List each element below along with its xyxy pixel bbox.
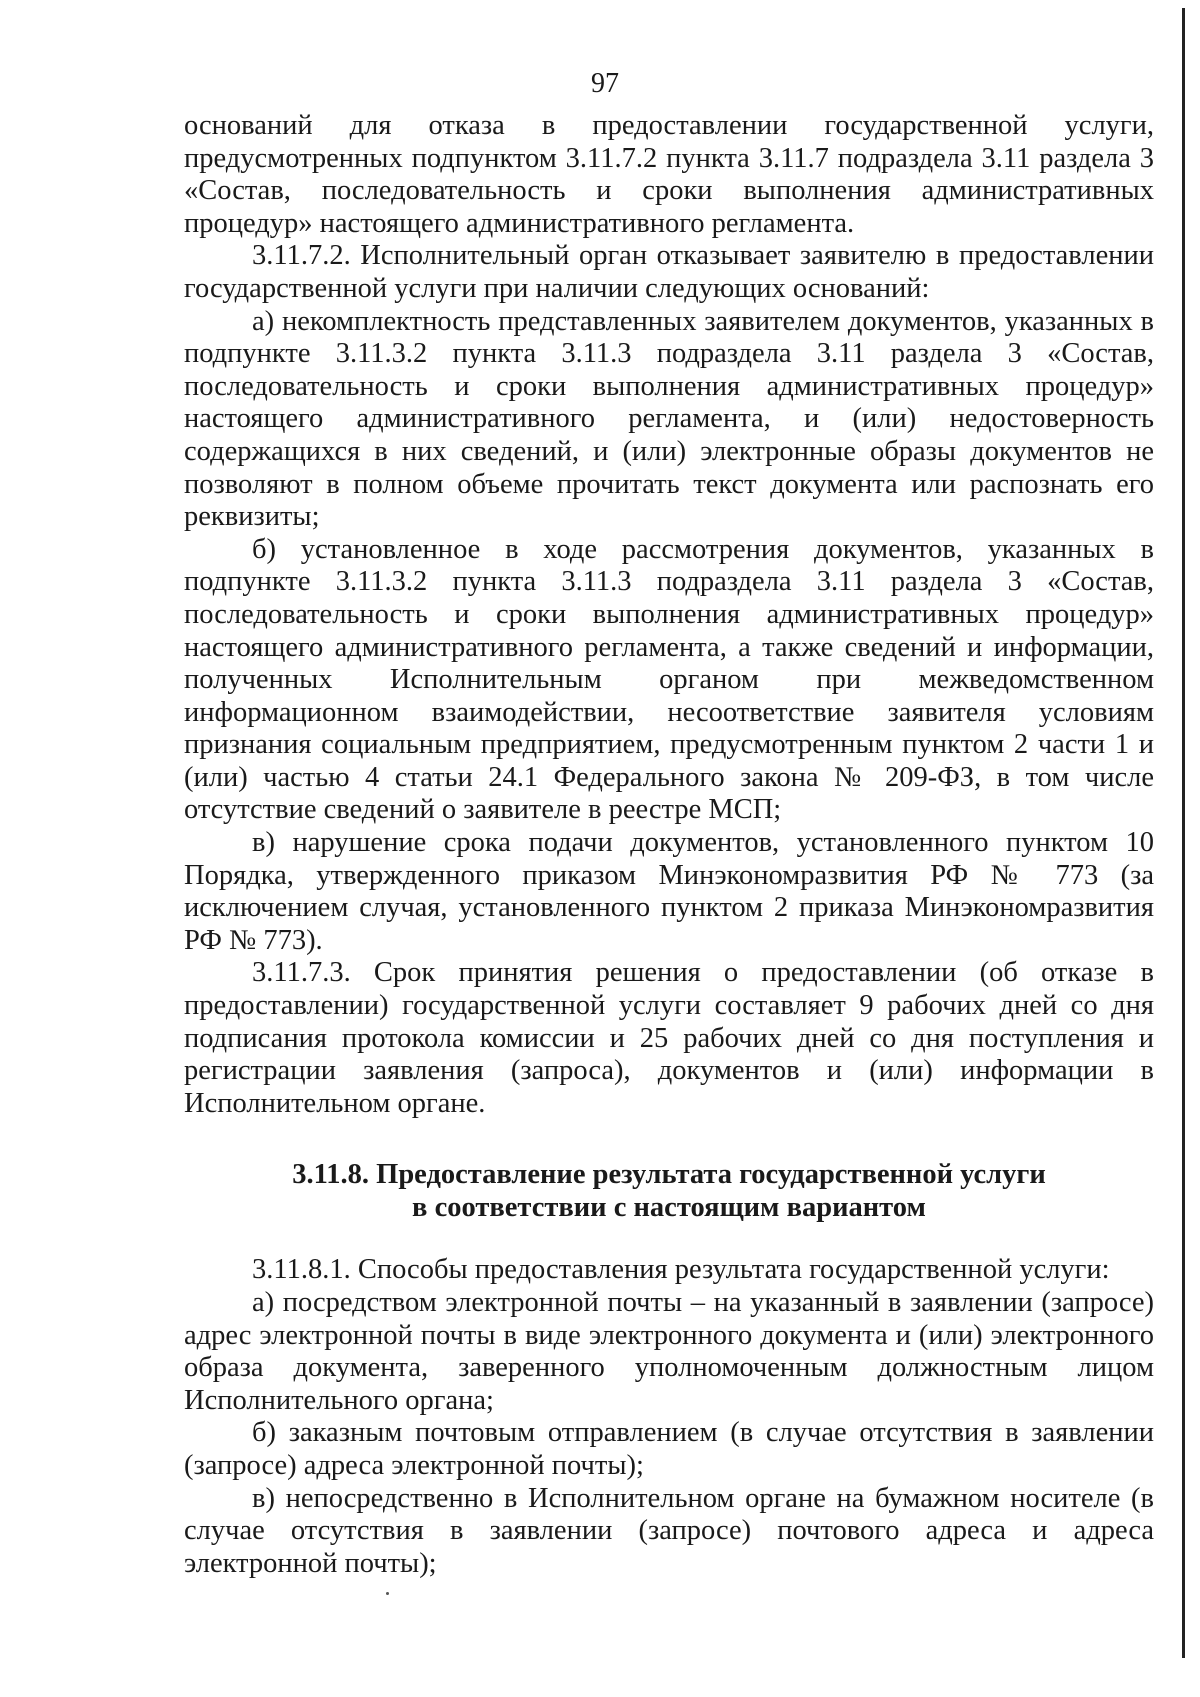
paragraph-item-b: б) установленное в ходе рассмотрения документов, указанных в подпункте 3.11.3.2 пункта 3.11.3 подраздела 3.11 раздела 3 «Состав, последовательность и сроки выполнения административных процедур» настоящего административного регламента, а также сведений и информации, полученных Исполнительным органом при межведомственном информационном взаимодействии, несоответствие заявителя условиям признания социальным предприятием, предусмотренным пунктом 2 части 1 и (или) частью 4 статьи 24.1 Федерального закона № 209-ФЗ, в том числе отсутствие сведений о заявителе в реестре МСП;: [184, 533, 1154, 826]
section-heading: [184, 1158, 1154, 1224]
page-edge-line: [1182, 8, 1185, 1658]
paragraph-item-a: а) некомплектность представленных заявителем документов, указанных в подпункте 3.11.3.2 пункта 3.11.3 подраздела 3.11 раздела 3 «Состав, последовательность и сроки выполнения административных процедур» настоящего административного регламента, и (или) недостоверность содержащихся в них сведений, и (или) электронные образы документов не позволяют в полном объеме прочитать текст документа или распознать его реквизиты;: [184, 305, 1154, 533]
paragraph-3-11-7-3: 3.11.7.3. Срок принятия решения о предоставлении (об отказе в предоставлении) государственной услуги составляет 9 рабочих дней со дня подписания протокола комиссии и 25 рабочих дней со дня поступления и регистрации заявления (запроса), документов и (или) информации в Исполнительном органе.: [184, 957, 1154, 1119]
paragraph-method-b: б) заказным почтовым отправлением (в случае отсутствия в заявлении (запросе) адреса электронной почты);: [184, 1417, 1154, 1481]
document-body: [184, 110, 1154, 1580]
paragraph-continuation: оснований для отказа в предоставлении государственной услуги, предусмотренных подпунктом 3.11.7.2 пункта 3.11.7 подраздела 3.11 раздела 3 «Состав, последовательность и сроки выполнения административных процедур» настоящего административного регламента.: [184, 110, 1154, 239]
paragraph-item-v: в) нарушение срока подачи документов, установленного пунктом 10 Порядка, утвержденного приказом Минэкономразвития РФ № 773 (за исключением случая, установленного пунктом 2 приказа Минэкономразвития РФ № 773).: [184, 827, 1154, 956]
paragraph-method-a: а) посредством электронной почты – на указанный в заявлении (запросе) адрес электронной почты в виде электронного документа и (или) электронного образа документа, заверенного уполномоченным должностным лицом Исполнительного органа;: [184, 1287, 1154, 1416]
section-heading-line-2: в соответствии с настоящим вариантом: [412, 1192, 926, 1224]
section-heading-line-1: 3.11.8. Предоставление результата государственной услуги: [292, 1159, 1046, 1191]
paragraph-method-v: в) непосредственно в Исполнительном органе на бумажном носителе (в случае отсутствия в заявлении (запросе) почтового адреса и адреса электронной почты);: [184, 1482, 1154, 1579]
scan-speck: [386, 1592, 389, 1595]
paragraph-3-11-8-1: 3.11.8.1. Способы предоставления результата государственной услуги:: [252, 1254, 1110, 1286]
paragraph-3-11-7-2: 3.11.7.2. Исполнительный орган отказывает заявителю в предоставлении государственной услуги при наличии следующих оснований:: [184, 240, 1154, 304]
page-number: 97: [591, 68, 619, 99]
